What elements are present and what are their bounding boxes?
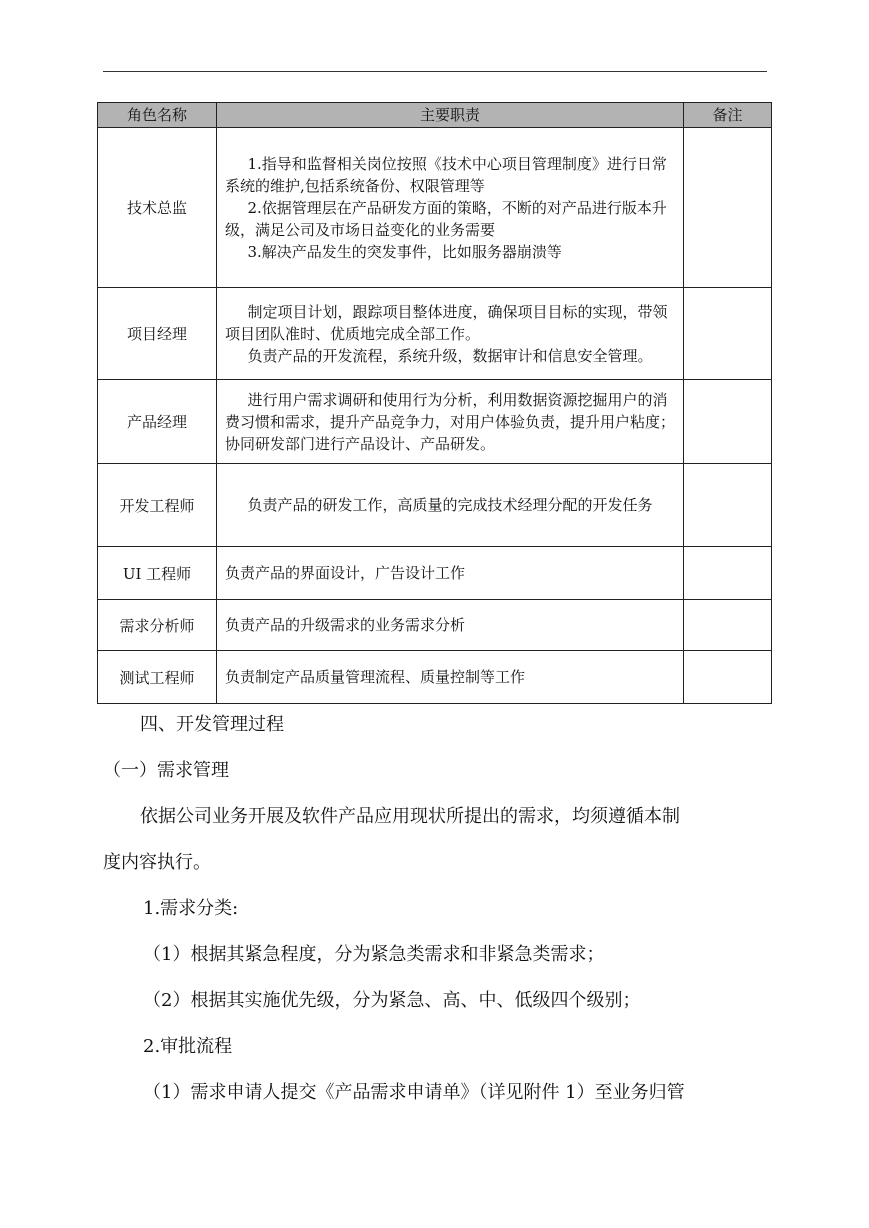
duty-cell [217, 380, 684, 464]
duty-cell [217, 600, 684, 651]
note-cell [684, 380, 772, 464]
header-role-name: 角色名称 [98, 103, 217, 128]
duty-text: 负责产品的升级需求的业务需求分析 [225, 616, 466, 634]
role-cell: 产品经理 [98, 380, 217, 464]
table-row [98, 128, 772, 288]
duty-text: 1.指导和监督相关岗位按照《技术中心项目管理制度》进行日常系统的维护,包括系统备份、权限管理等 [225, 154, 667, 195]
table-row [98, 380, 772, 464]
table-row [98, 288, 772, 380]
note-cell [684, 128, 772, 288]
list-item: （2）根据其实施优先级，分为紧急、高、中、低级四个级别； [143, 990, 641, 1011]
duty-text: 负责制定产品质量管理流程、质量控制等工作 [225, 668, 526, 686]
subsection-heading: （一）需求管理 [103, 760, 229, 781]
roles-table [97, 102, 772, 704]
paragraph-line: 度内容执行。 [103, 852, 211, 873]
table-row [98, 464, 772, 547]
list-item: （1）根据其紧急程度，分为紧急类需求和非紧急类需求； [143, 944, 605, 965]
duty-cell [217, 547, 684, 600]
header-rule [103, 71, 767, 72]
duty-text: 2.依据管理层在产品研发方面的策略，不断的对产品进行版本升级，满足公司及市场日益变化的业务需要 [225, 198, 667, 239]
role-cell: 开发工程师 [98, 464, 217, 547]
table-header-row [98, 103, 772, 128]
duty-text: 3.解决产品发生的突发事件，比如服务器崩溃等 [247, 242, 562, 261]
role-cell: UI 工程师 [98, 547, 217, 600]
table-row [98, 600, 772, 651]
table-row [98, 651, 772, 704]
note-cell [684, 464, 772, 547]
duty-cell [217, 651, 684, 704]
duty-cell [217, 288, 684, 380]
role-cell: 测试工程师 [98, 651, 217, 704]
header-remarks: 备注 [684, 103, 772, 128]
role-cell: 项目经理 [98, 288, 217, 380]
list-item: 2.审批流程 [143, 1036, 233, 1057]
note-cell [684, 651, 772, 704]
duty-text: 进行用户需求调研和使用行为分析，利用数据资源挖掘用户的消费习惯和需求，提升产品竞争力，对用户体验负责，提升用户粘度；协同研发部门进行产品设计、产品研发。 [225, 390, 676, 453]
duty-text: 制定项目计划，跟踪项目整体进度，确保项目目标的实现，带领项目团队准时、优质地完成全部工作。 [225, 302, 668, 343]
duty-text: 负责产品的界面设计，广告设计工作 [225, 564, 466, 582]
duty-cell [217, 128, 684, 288]
role-cell: 需求分析师 [98, 600, 217, 651]
paragraph-line: 依据公司业务开展及软件产品应用现状所提出的需求，均须遵循本制 [140, 806, 680, 827]
duty-text: 负责产品的开发流程，系统升级，数据审计和信息安全管理。 [247, 346, 653, 365]
list-item: （1）需求申请人提交《产品需求申请单》（详见附件 1）至业务归管 [143, 1082, 685, 1103]
note-cell [684, 288, 772, 380]
note-cell [684, 547, 772, 600]
header-main-duties: 主要职责 [217, 103, 684, 128]
section-heading: 四、开发管理过程 [140, 714, 284, 735]
note-cell [684, 600, 772, 651]
duty-text: 负责产品的研发工作，高质量的完成技术经理分配的开发任务 [247, 496, 653, 514]
list-item: 1.需求分类: [143, 898, 239, 919]
table-row [98, 547, 772, 600]
role-cell: 技术总监 [98, 128, 217, 288]
duty-cell [217, 464, 684, 547]
